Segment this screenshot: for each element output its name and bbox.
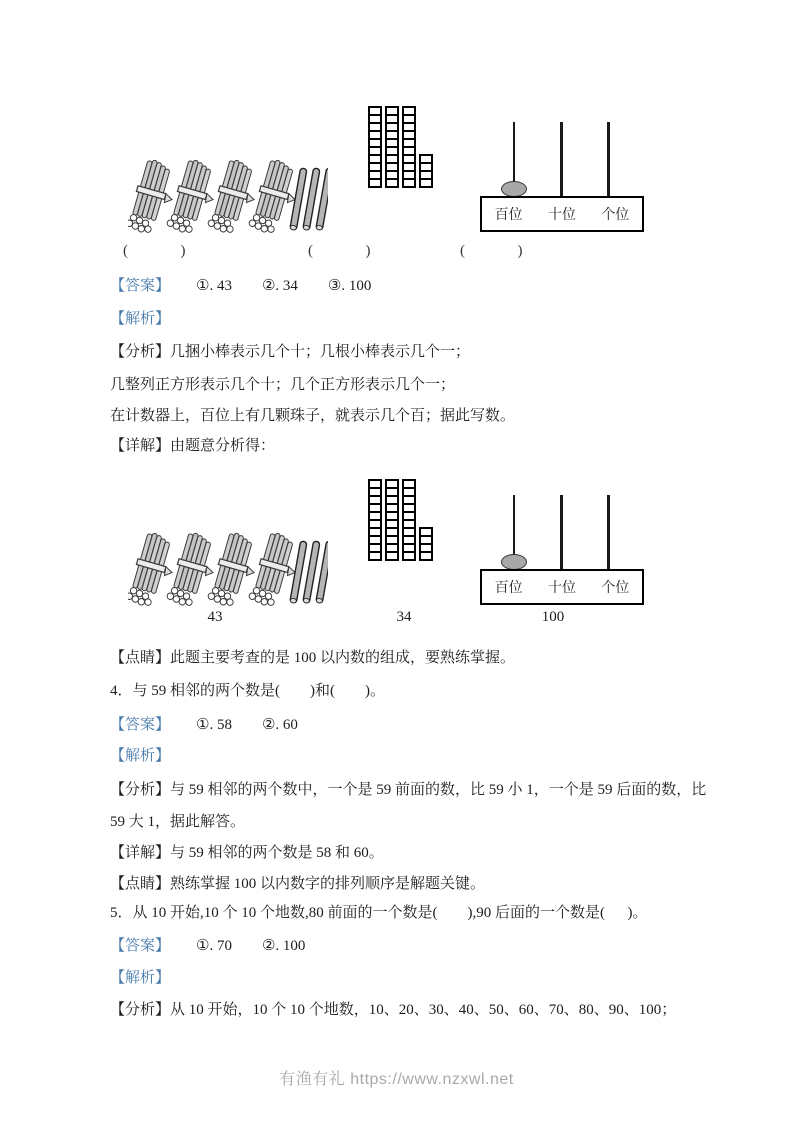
q5-answer-2: ②. 100: [261, 938, 306, 954]
answer-tag: 【答案】: [110, 278, 171, 294]
abacus-rod-tens: [560, 495, 563, 569]
abacus-rod-tens: [560, 122, 563, 196]
answer-blanks-row: [0, 243, 793, 265]
q5-answer-line: [110, 936, 305, 957]
q3-analysis-line-2: 几整列正方形表示几个十；几个正方形表示几个一；: [110, 377, 456, 393]
question3-figure: [128, 100, 688, 262]
base-ten-squares-illustration: [368, 106, 433, 188]
figure-answer-sticks: 43: [207, 609, 223, 625]
stick-bundles-illustration: [128, 158, 328, 242]
q4-answer-line: [110, 715, 298, 736]
answer-blank-1: ( ): [123, 243, 186, 259]
q5-question-line: 5．从 10 开始,10 个 10 个地数,80 前面的一个数是( ),90 后面的一个数是( )。: [110, 905, 648, 921]
q4-analysis-line-2: 59 大 1，据此解答。: [110, 814, 246, 830]
q4-answer-2: ②. 60: [261, 717, 298, 733]
abacus-label-ones: 个位: [601, 581, 630, 596]
q3-analysis-line-1: 【分析】几捆小棒表示几个十；几根小棒表示几个一；: [110, 344, 471, 360]
abacus-bead-hundreds: [501, 181, 527, 197]
q3-analysis-tag: 【解析】: [110, 311, 171, 327]
answer-blank-3: ( ): [460, 243, 523, 259]
stick-bundles-illustration: [128, 531, 328, 615]
q3-detail-line: 【详解】由题意分析得：: [110, 438, 276, 454]
abacus-label-tens: 十位: [547, 581, 576, 596]
q4-answer-1: ①. 58: [196, 717, 232, 733]
abacus-label-hundreds: 百位: [494, 208, 523, 223]
abacus-base: [480, 569, 644, 605]
q4-detail-line: 【详解】与 59 相邻的两个数是 58 和 60。: [110, 845, 384, 861]
abacus-illustration: [480, 122, 644, 232]
q5-analysis-line-1: 【分析】从 10 开始，10 个 10 个地数，10、20、30、40、50、60、70、80、90、100；: [110, 1002, 677, 1018]
abacus-rod-ones: [607, 122, 610, 196]
q3-answer-3: ③. 100: [327, 278, 372, 294]
q4-tip-line: 【点睛】熟练掌握 100 以内数字的排列顺序是解题关键。: [110, 876, 486, 892]
q3-tip-line: 【点睛】此题主要考查的是 100 以内数的组成，要熟练掌握。: [110, 650, 516, 666]
q4-question-line: 4．与 59 相邻的两个数是( )和( )。: [110, 683, 385, 699]
abacus-base: [480, 196, 644, 232]
figure-answer-abacus: 100: [541, 609, 565, 625]
q3-answer-2: ②. 34: [261, 278, 298, 294]
q3-answer-1: ①. 43: [196, 278, 232, 294]
site-watermark: 有渔有礼 https://www.nzxwl.net: [279, 1071, 514, 1088]
abacus-bead-hundreds: [501, 554, 527, 570]
q3-analysis-line-3: 在计数器上，百位上有几颗珠子，就表示几个百；据此写数。: [110, 408, 516, 424]
abacus-label-hundreds: 百位: [494, 581, 523, 596]
q3-answer-line: [110, 276, 371, 297]
q5-analysis-tag: 【解析】: [110, 970, 171, 986]
abacus-illustration: [480, 495, 644, 605]
base-ten-squares-illustration: [368, 479, 433, 561]
q4-analysis-tag: 【解析】: [110, 748, 171, 764]
figure-answer-squares: 34: [396, 609, 412, 625]
answer-blank-2: ( ): [308, 243, 371, 259]
q4-analysis-line-1: 【分析】与 59 相邻的两个数中，一个是 59 前面的数，比 59 小 1，一个是 59 后面的数，比: [110, 782, 707, 798]
answer-tag: 【答案】: [110, 938, 171, 954]
abacus-rod-ones: [607, 495, 610, 569]
question3-solution-figure: [128, 473, 688, 635]
answer-tag: 【答案】: [110, 717, 171, 733]
abacus-label-ones: 个位: [601, 208, 630, 223]
q5-answer-1: ①. 70: [196, 938, 232, 954]
abacus-label-tens: 十位: [547, 208, 576, 223]
